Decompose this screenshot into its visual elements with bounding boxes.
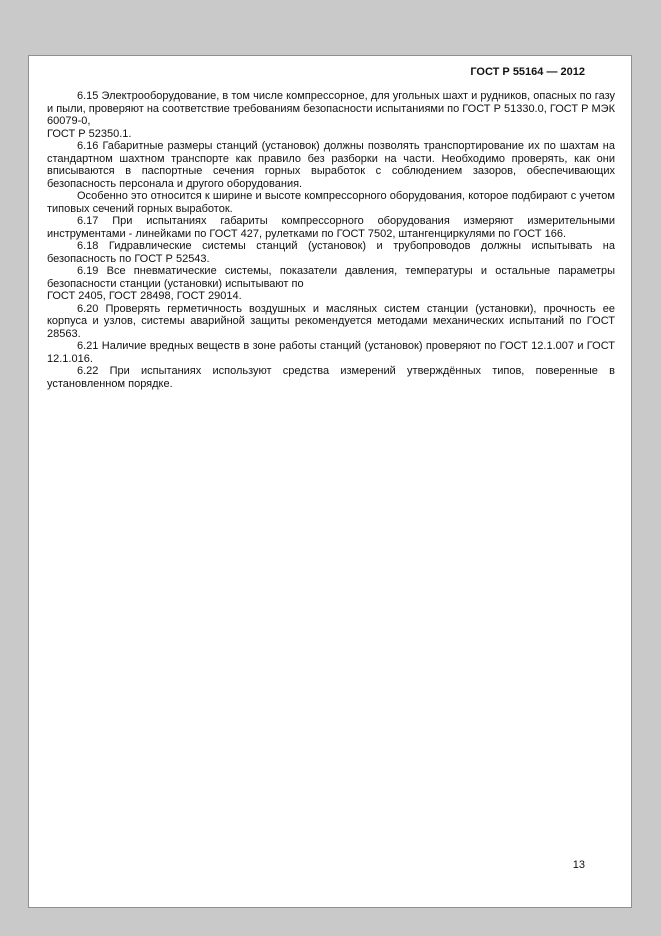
paragraph: 6.18 Гидравлические системы станций (установок) и трубопроводов должны испытывать на безопасность по ГОСТ Р 52543. — [47, 240, 615, 265]
paragraph: 6.22 При испытаниях используют средства измерений утверждённых типов, поверенные в установленном порядке. — [47, 365, 615, 390]
document-body — [47, 90, 615, 390]
paragraph: 6.16 Габаритные размеры станций (установок) должны позволять транспортирование их по шахтам на стандартном шахтном транспорте как правило без разборки на части. Необходимо проверять, как они вписываются в паспортные сечения горных выработок с соблюдением зазоров, обеспечивающих безопасность персонала и другого оборудования. — [47, 140, 615, 190]
document-code-header: ГОСТ Р 55164 — 2012 — [470, 66, 585, 78]
document-page — [28, 55, 632, 908]
paragraph: 6.21 Наличие вредных веществ в зоне работы станций (установок) проверяют по ГОСТ 12.1.007 и ГОСТ 12.1.016. — [47, 340, 615, 365]
paragraph: 6.17 При испытаниях габариты компрессорного оборудования измеряют измерительными инструментами - линейками по ГОСТ 427, рулетками по ГОСТ 7502, штангенциркулями по ГОСТ 166. — [47, 215, 615, 240]
paragraph: ГОСТ 2405, ГОСТ 28498, ГОСТ 29014. — [47, 290, 242, 302]
paragraph: 6.19 Все пневматические системы, показатели давления, температуры и остальные параметры безопасности станции (установки) испытывают по — [47, 265, 615, 290]
paragraph: ГОСТ Р 52350.1. — [47, 127, 132, 140]
page-number: 13 — [572, 859, 585, 871]
paragraph: 6.20 Проверять герметичность воздушных и масляных систем станции (установки), прочность ее корпуса и узлов, системы аварийной защиты рекомендуется методами механических испытаний по ГОСТ 28563. — [47, 302, 615, 340]
paragraph: Особенно это относится к ширине и высоте компрессорного оборудования, которое подбирают с учетом типовых сечений горных выработок. — [47, 190, 615, 215]
paragraph: 6.15 Электрооборудование, в том числе компрессорное, для угольных шахт и рудников, опасных по газу и пыли, проверяют на соответствие требованиям безопасности испытаниями по ГОСТ Р 51330.0, ГОСТ Р МЭК 60079-0, — [47, 90, 615, 127]
